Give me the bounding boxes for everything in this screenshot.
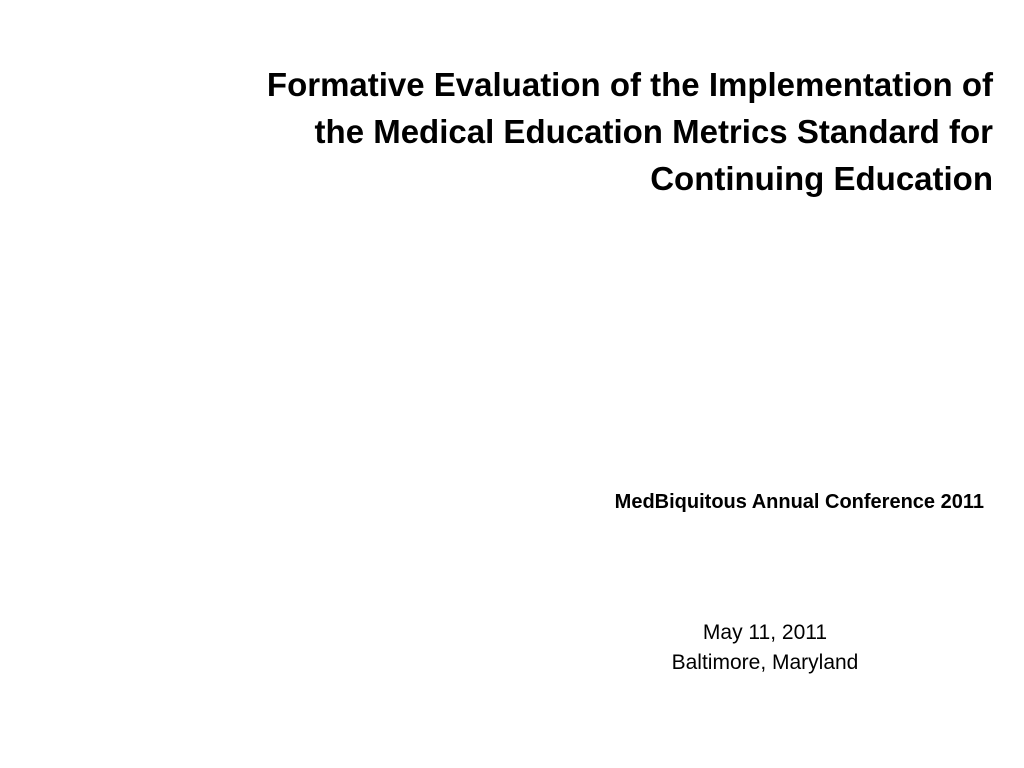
event-date: May 11, 2011 <box>702 621 828 644</box>
event-location: Baltimore, Maryland <box>671 651 859 674</box>
event-info <box>640 618 890 678</box>
conference-name: MedBiquitous Annual Conference 2011 <box>614 491 984 513</box>
slide-title-line-2: the Medical Education Metrics Standard for <box>314 113 993 150</box>
slide-title <box>93 61 993 202</box>
slide-title-line-3: Continuing Education <box>650 160 993 197</box>
slide-title-line-1: Formative Evaluation of the Implementation of <box>266 66 993 103</box>
